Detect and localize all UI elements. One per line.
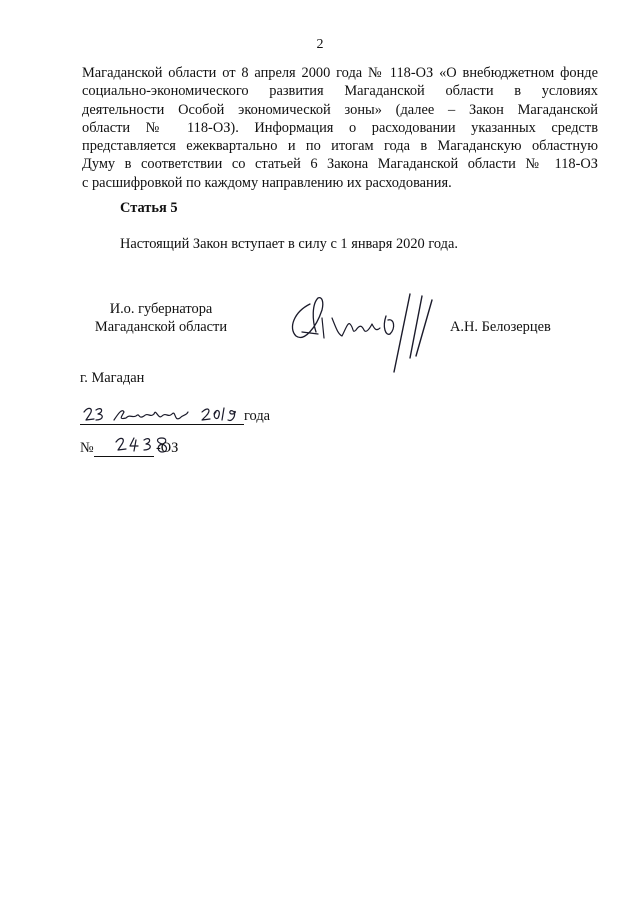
signing-city: г. Магадан xyxy=(80,370,145,386)
signer-title-line: И.о. губернатора xyxy=(109,301,213,317)
number-sign: № xyxy=(80,440,94,456)
paragraph-line: представляется ежеквартально и по итогам года в Магаданскую областную xyxy=(82,138,598,155)
signing-date xyxy=(80,404,280,430)
enactment-text: Настоящий Закон вступает в силу с 1 января 2020 года. xyxy=(120,236,458,252)
paragraph-line: Думу в соответствии со статьей 6 Закона Магаданской области № 118-ОЗ xyxy=(82,156,598,173)
law-number xyxy=(80,436,280,462)
number-suffix: -ОЗ xyxy=(156,440,179,456)
signer-name: А.Н. Белозерцев xyxy=(450,319,551,335)
body-paragraph xyxy=(82,64,598,192)
paragraph-line: с расшифровкой по каждому направлению их расходования. xyxy=(82,174,452,191)
signer-title xyxy=(80,300,242,336)
number-underline xyxy=(94,456,154,457)
paragraph-line: деятельности Особой экономической зоны» (далее – Закон Магаданской xyxy=(82,101,598,118)
article-title: Статья 5 xyxy=(120,200,178,216)
date-underline xyxy=(80,424,244,425)
paragraph-line: области № 118-ОЗ). Информация о расходовании указанных средств xyxy=(82,119,598,136)
paragraph-line: социально-экономического развития Магаданской области в условиях xyxy=(82,83,598,100)
handwritten-signature xyxy=(282,288,442,374)
signer-title-line: Магаданской области xyxy=(94,319,228,335)
page-number: 2 xyxy=(316,37,324,52)
date-suffix: года xyxy=(244,408,271,424)
paragraph-line: Магаданской области от 8 апреля 2000 года № 118-ОЗ «О внебюджетном фонде xyxy=(82,65,598,81)
handwritten-date xyxy=(82,404,244,426)
